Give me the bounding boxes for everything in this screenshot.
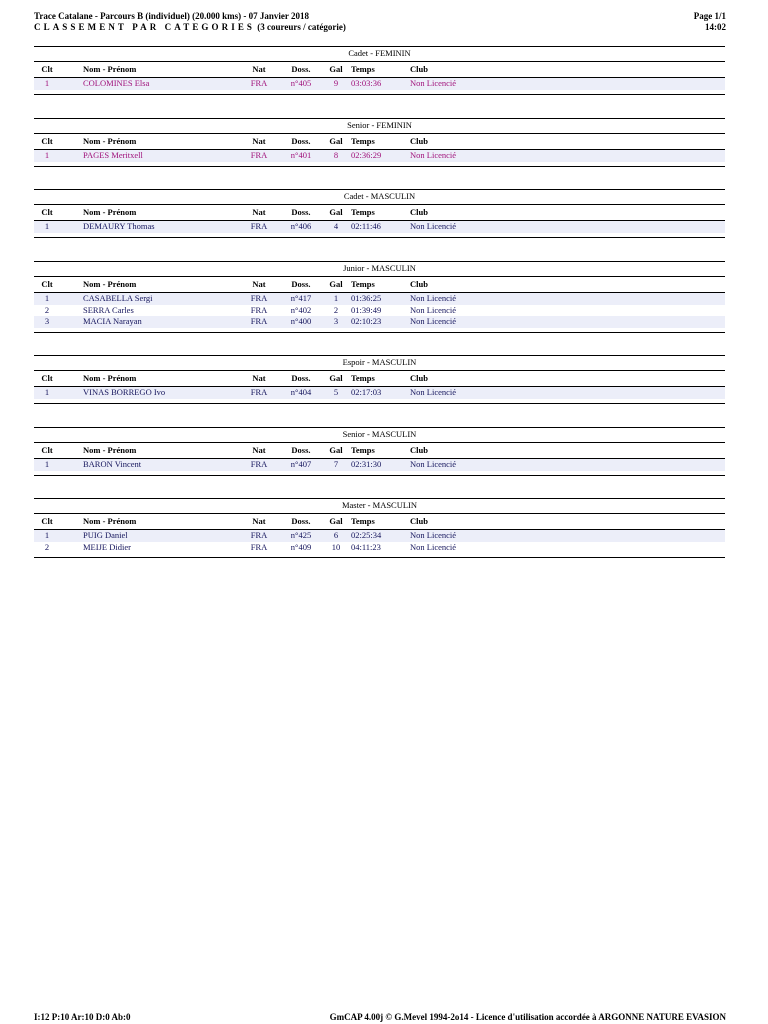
column-header-doss: Doss.	[291, 136, 311, 146]
cell-temps: 02:25:34	[351, 530, 382, 540]
cell-clt: 1	[44, 221, 50, 231]
table-row	[34, 530, 725, 542]
cell-nom: BARON Vincent	[83, 459, 142, 469]
cell-gal: 2	[333, 304, 339, 315]
category-block	[34, 427, 725, 476]
column-header-temps: Temps	[351, 516, 375, 526]
category-block	[34, 498, 725, 558]
column-header-gal: Gal	[329, 516, 343, 526]
column-header-temps: Temps	[351, 445, 375, 455]
column-header-nom: Nom - Prénom	[83, 445, 137, 455]
cell-temps: 04:11:23	[351, 541, 381, 552]
table-row	[34, 150, 725, 162]
report-subtitle-note: (3 coureurs / catégorie)	[257, 22, 346, 32]
cell-temps: 02:31:30	[351, 459, 382, 469]
cell-nom: MEIJE Didier	[83, 541, 131, 552]
cell-nom: MACIA Narayan	[83, 316, 142, 326]
report-subtitle	[34, 22, 346, 33]
cell-club: Non Licencié	[410, 78, 457, 88]
page-number: Page 1/1	[693, 11, 726, 21]
cell-gal: 9	[333, 78, 339, 88]
cell-nat: FRA	[250, 150, 268, 160]
column-header-row	[34, 206, 725, 221]
column-header-nom: Nom - Prénom	[83, 136, 137, 146]
column-header-club: Club	[410, 516, 428, 526]
column-header-club: Club	[410, 373, 428, 383]
column-header-club: Club	[410, 207, 428, 217]
category-divider	[34, 94, 725, 95]
cell-doss: n°409	[290, 541, 312, 552]
cell-doss: n°407	[290, 459, 312, 469]
category-title: Espoir - MASCULIN	[34, 355, 725, 371]
cell-club: Non Licencié	[410, 387, 457, 397]
category-divider	[34, 557, 725, 558]
cell-gal: 4	[333, 221, 339, 231]
category-block	[34, 261, 725, 333]
category-divider	[34, 332, 725, 333]
column-header-temps: Temps	[351, 64, 375, 74]
cell-clt: 1	[44, 387, 50, 397]
cell-nat: FRA	[250, 541, 268, 552]
column-header-nat: Nat	[252, 279, 266, 289]
column-header-temps: Temps	[351, 373, 375, 383]
column-header-club: Club	[410, 64, 428, 74]
column-header-doss: Doss.	[291, 64, 311, 74]
column-header-row	[34, 372, 725, 387]
cell-nom: PAGES Meritxell	[83, 150, 143, 160]
column-header-nat: Nat	[252, 64, 266, 74]
table-row	[34, 542, 725, 554]
table-row	[34, 387, 725, 399]
footer-credit: GmCAP 4.00j © G.Mevel 1994-2o14 - Licence d'utilisation accordée à ARGONNE NATURE EVASION	[329, 1012, 726, 1022]
column-header-nat: Nat	[252, 516, 266, 526]
column-header-gal: Gal	[329, 445, 343, 455]
column-header-nom: Nom - Prénom	[83, 64, 137, 74]
category-title: Cadet - MASCULIN	[34, 189, 725, 205]
cell-gal: 7	[333, 459, 339, 469]
footer-stats: I:12 P:10 Ar:10 D:0 Ab:0	[34, 1012, 131, 1022]
column-header-doss: Doss.	[291, 279, 311, 289]
column-header-gal: Gal	[329, 64, 343, 74]
cell-nat: FRA	[250, 304, 268, 315]
column-header-nat: Nat	[252, 207, 266, 217]
cell-doss: n°400	[290, 316, 312, 326]
column-header-clt: Clt	[41, 516, 53, 526]
cell-nat: FRA	[250, 293, 268, 303]
column-header-gal: Gal	[329, 279, 343, 289]
column-header-nom: Nom - Prénom	[83, 207, 137, 217]
column-header-temps: Temps	[351, 136, 375, 146]
category-block	[34, 355, 725, 404]
cell-club: Non Licencié	[410, 541, 457, 552]
cell-nat: FRA	[250, 78, 268, 88]
category-divider	[34, 166, 725, 167]
cell-clt: 1	[44, 293, 50, 303]
cell-gal: 8	[333, 150, 339, 160]
cell-nom: DEMAURY Thomas	[83, 221, 155, 231]
print-time: 14:02	[705, 22, 726, 32]
column-header-gal: Gal	[329, 373, 343, 383]
cell-club: Non Licencié	[410, 459, 457, 469]
category-title: Senior - MASCULIN	[34, 427, 725, 443]
cell-clt: 1	[44, 530, 50, 540]
cell-nom: COLOMINES Elsa	[83, 78, 150, 88]
column-header-club: Club	[410, 136, 428, 146]
column-header-gal: Gal	[329, 207, 343, 217]
column-header-row	[34, 63, 725, 78]
cell-temps: 01:36:25	[351, 293, 382, 303]
cell-temps: 01:39:49	[351, 304, 382, 315]
column-header-clt: Clt	[41, 207, 53, 217]
column-header-temps: Temps	[351, 279, 375, 289]
column-header-nat: Nat	[252, 373, 266, 383]
cell-temps: 02:36:29	[351, 150, 382, 160]
cell-clt: 2	[44, 304, 50, 315]
category-divider	[34, 475, 725, 476]
cell-clt: 1	[44, 459, 50, 469]
cell-club: Non Licencié	[410, 316, 457, 326]
column-header-clt: Clt	[41, 445, 53, 455]
column-header-clt: Clt	[41, 64, 53, 74]
cell-clt: 1	[44, 78, 50, 88]
column-header-row	[34, 515, 725, 530]
column-header-doss: Doss.	[291, 516, 311, 526]
cell-club: Non Licencié	[410, 304, 457, 315]
table-row	[34, 316, 725, 328]
cell-doss: n°401	[290, 150, 312, 160]
cell-gal: 1	[333, 293, 339, 303]
column-header-gal: Gal	[329, 136, 343, 146]
category-title: Master - MASCULIN	[34, 498, 725, 514]
category-block	[34, 189, 725, 238]
column-header-nom: Nom - Prénom	[83, 516, 137, 526]
cell-doss: n°425	[290, 530, 312, 540]
cell-gal: 10	[331, 541, 341, 552]
cell-doss: n°404	[290, 387, 312, 397]
cell-doss: n°402	[290, 304, 312, 315]
cell-temps: 02:11:46	[351, 221, 381, 231]
cell-temps: 03:03:36	[351, 78, 382, 88]
cell-clt: 1	[44, 150, 50, 160]
cell-nat: FRA	[250, 387, 268, 397]
cell-club: Non Licencié	[410, 530, 457, 540]
cell-temps: 02:10:23	[351, 316, 382, 326]
column-header-club: Club	[410, 445, 428, 455]
report-title: Trace Catalane - Parcours B (individuel) (20.000 kms) - 07 Janvier 2018	[34, 11, 309, 21]
column-header-club: Club	[410, 279, 428, 289]
cell-gal: 3	[333, 316, 339, 326]
category-title: Cadet - FEMININ	[34, 46, 725, 62]
table-row	[34, 459, 725, 471]
cell-club: Non Licencié	[410, 221, 457, 231]
column-header-clt: Clt	[41, 279, 53, 289]
cell-nom: SERRA Carles	[83, 304, 134, 315]
cell-doss: n°417	[290, 293, 312, 303]
category-title: Senior - FEMININ	[34, 118, 725, 134]
column-header-temps: Temps	[351, 207, 375, 217]
cell-nom: VINAS BORREGO Ivo	[83, 387, 166, 397]
category-divider	[34, 237, 725, 238]
column-header-row	[34, 278, 725, 293]
column-header-doss: Doss.	[291, 373, 311, 383]
column-header-doss: Doss.	[291, 207, 311, 217]
column-header-nat: Nat	[252, 445, 266, 455]
cell-clt: 2	[44, 541, 50, 552]
column-header-nom: Nom - Prénom	[83, 373, 137, 383]
table-row	[34, 221, 725, 233]
category-block	[34, 46, 725, 95]
column-header-doss: Doss.	[291, 445, 311, 455]
category-divider	[34, 403, 725, 404]
column-header-row	[34, 444, 725, 459]
cell-clt: 3	[44, 316, 50, 326]
column-header-nat: Nat	[252, 136, 266, 146]
cell-club: Non Licencié	[410, 150, 457, 160]
column-header-row	[34, 135, 725, 150]
column-header-nom: Nom - Prénom	[83, 279, 137, 289]
report-subtitle-main: CLASSEMENT PAR CATEGORIES	[34, 22, 256, 32]
table-row	[34, 305, 725, 317]
cell-doss: n°406	[290, 221, 312, 231]
column-header-clt: Clt	[41, 373, 53, 383]
column-header-clt: Clt	[41, 136, 53, 146]
category-title: Junior - MASCULIN	[34, 261, 725, 277]
cell-nat: FRA	[250, 530, 268, 540]
cell-nom: CASABELLA Sergi	[83, 293, 153, 303]
cell-nat: FRA	[250, 459, 268, 469]
cell-club: Non Licencié	[410, 293, 457, 303]
cell-gal: 5	[333, 387, 339, 397]
cell-gal: 6	[333, 530, 339, 540]
cell-nat: FRA	[250, 316, 268, 326]
cell-nat: FRA	[250, 221, 268, 231]
cell-doss: n°405	[290, 78, 312, 88]
cell-nom: PUIG Daniel	[83, 530, 128, 540]
table-row	[34, 293, 725, 305]
table-row	[34, 78, 725, 90]
cell-temps: 02:17:03	[351, 387, 382, 397]
category-block	[34, 118, 725, 167]
